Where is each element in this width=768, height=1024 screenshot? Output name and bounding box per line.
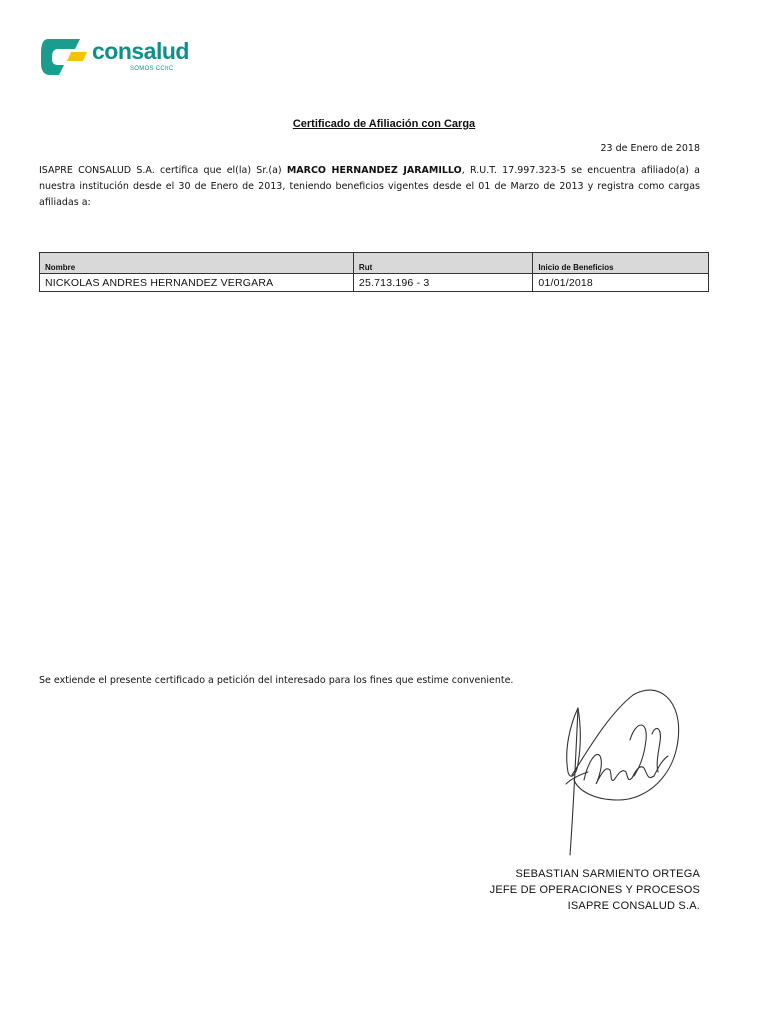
signer-name: SEBASTIAN SARMIENTO ORTEGA [515, 868, 700, 880]
intro-suffix: , R.U.T. 17.997.323-5 se encuentra afiliado(a) a nuestra institución desde el 30 de Enero de 2013, teniendo beneficios vigentes desde el 01 de Marzo de 2013 y registra como cargas afiliadas a: [39, 165, 700, 208]
signer-block [490, 866, 700, 914]
intro-prefix: ISAPRE CONSALUD S.A. certifica que el(la) Sr.(a) [39, 165, 287, 176]
cell-nombre: NICKOLAS ANDRES HERNANDEZ VERGARA [40, 274, 354, 292]
signer-company: ISAPRE CONSALUD S.A. [567, 900, 700, 912]
dependents-table [39, 252, 709, 292]
certificate-title: Certificado de Afiliación con Carga [292, 118, 476, 130]
certificate-date: 23 de Enero de 2018 [600, 143, 700, 154]
header-inicio-beneficios: Inicio de Beneficios [533, 253, 709, 274]
logo-yellow-mark [67, 52, 87, 61]
handwritten-signature [548, 680, 698, 860]
table-header-row [40, 253, 709, 274]
header-nombre: Nombre [40, 253, 354, 274]
certificate-body [39, 163, 700, 211]
closing-statement: Se extiende el presente certificado a petición del interesado para los fines que estime conveniente. [39, 675, 514, 686]
signer-position: JEFE DE OPERACIONES Y PROCESOS [489, 884, 700, 896]
cell-inicio: 01/01/2018 [533, 274, 709, 292]
logo-wordmark: consalud [92, 38, 189, 64]
affiliate-name: MARCO HERNANDEZ JARAMILLO [286, 165, 462, 176]
logo-tagline: SOMOS CChC [130, 66, 174, 72]
cell-rut: 25.713.196 - 3 [353, 274, 533, 292]
table-row [40, 274, 709, 292]
header-rut: Rut [353, 253, 533, 274]
